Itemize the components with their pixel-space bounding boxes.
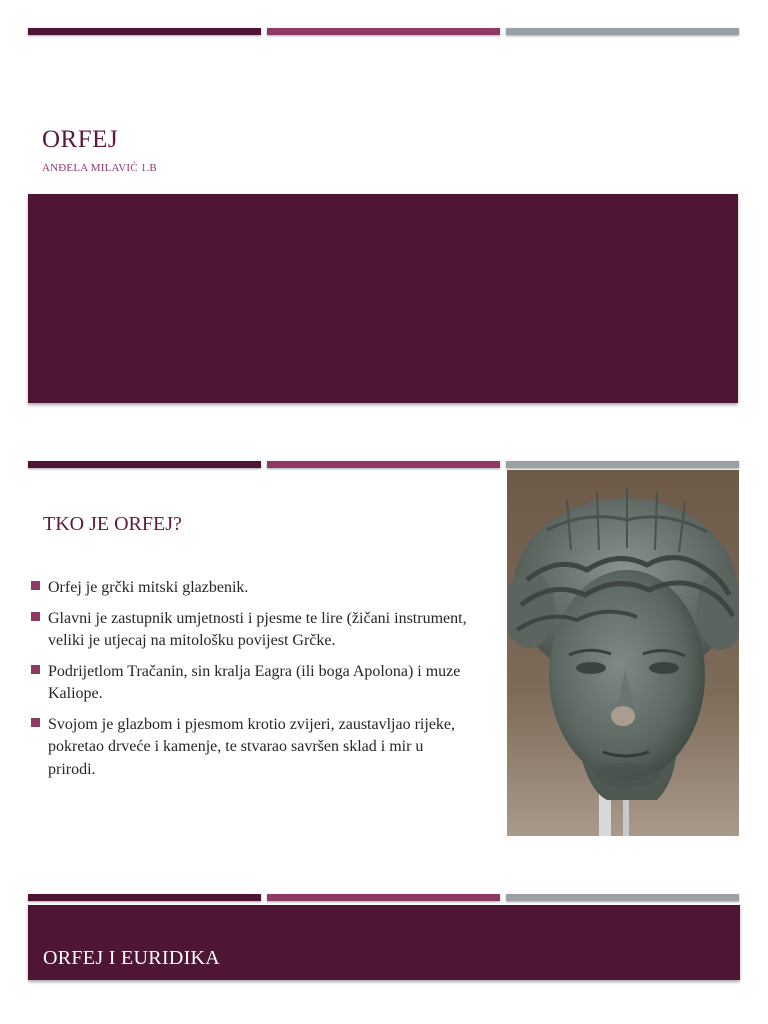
bullet-list (30, 577, 470, 789)
accent-bar-gray (506, 28, 739, 35)
list-item (30, 608, 470, 653)
title-band (28, 194, 738, 403)
slide-1 (0, 28, 768, 408)
bullet-square-icon (31, 665, 40, 674)
list-item (30, 577, 470, 600)
accent-bar-magenta (267, 894, 500, 901)
accent-bar-magenta (267, 28, 500, 35)
bullet-square-icon (31, 718, 40, 727)
slide-title: ORFEJ I EURIDIKA (43, 947, 221, 969)
accent-bar-dark (28, 894, 261, 901)
bullet-square-icon (31, 612, 40, 621)
title-band (28, 905, 740, 980)
accent-bar-gray (506, 461, 739, 468)
bullet-square-icon (31, 581, 40, 590)
bullet-text: Glavni je zastupnik umjetnosti i pjesme te lire (žičani instrument, veliki je utjecaj na mitološku povijest Grčke. (48, 609, 467, 649)
bullet-text: Podrijetlom Tračanin, sin kralja Eagra (ili boga Apolona) i muze Kaliope. (48, 662, 461, 702)
list-item (30, 714, 470, 782)
slide-subtitle: ANĐELA MILAVIĆ 1.B (42, 162, 157, 174)
accent-bar-gray (506, 894, 739, 901)
stone-head-sculpture-icon (507, 470, 739, 836)
accent-bar-magenta (267, 461, 500, 468)
accent-bar-dark (28, 28, 261, 35)
bullet-text: Orfej je grčki mitski glazbenik. (48, 579, 249, 596)
accent-bar-dark (28, 461, 261, 468)
slide-title: ORFEJ (42, 126, 119, 153)
slide-3 (0, 894, 768, 1024)
slide-title: TKO JE ORFEJ? (43, 513, 182, 535)
list-item (30, 661, 470, 706)
slide-2 (0, 461, 768, 841)
sculpture-photo (507, 470, 739, 836)
bullet-text: Svojom je glazbom i pjesmom krotio zvijeri, zaustavljao rijeke, pokretao drveće i kamenje, te stvarao savršen sklad i mir u prirodi. (48, 715, 456, 778)
